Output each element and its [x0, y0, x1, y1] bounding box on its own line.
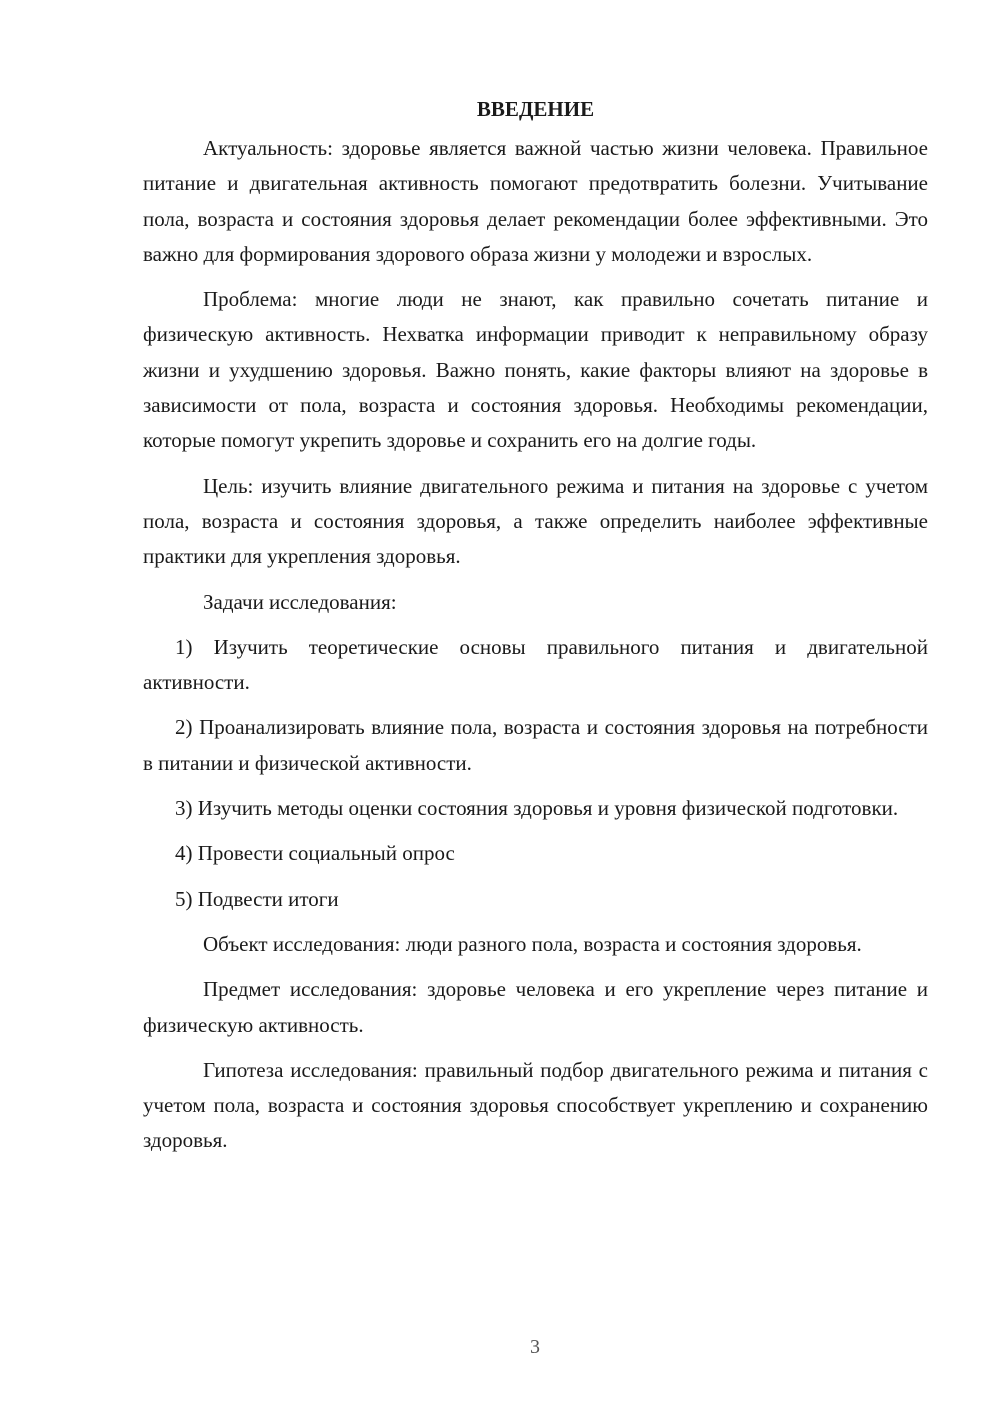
subject-paragraph: Предмет исследования: здоровье человека и его укрепление через питание и физическую активность. [143, 977, 928, 1037]
task-item-2: 2) Проанализировать влияние пола, возраста и состояния здоровья на потребности в питании и физической активности. [143, 715, 928, 775]
problem-paragraph: Проблема: многие люди не знают, как правильно сочетать питание и физическую активность. Нехватка информации приводит к неправильному образу жизни и ухудшению здоровья. Важно понять, какие факторы влияют на здоровье в зависимости от пола, возраста и состояния здоровья. Необходимы рекомендации, которые помогут укрепить здоровье и сохранить его на долгие годы. [143, 287, 928, 453]
task-item-1: 1) Изучить теоретические основы правильного питания и двигательной активности. [143, 634, 928, 695]
goal-paragraph: Цель: изучить влияние двигательного режима и питания на здоровье с учетом пола, возраста и состояния здоровья, а также определить наиболее эффективные практики для укрепления здоровья. [143, 473, 928, 569]
page-title: ВВЕДЕНИЕ [476, 97, 595, 121]
object-paragraph: Объект исследования: люди разного пола, возраста и состояния здоровья. [203, 931, 862, 956]
tasks-heading: Задачи исследования: [203, 589, 397, 614]
tasks-list [143, 630, 928, 917]
hypothesis-paragraph: Гипотеза исследования: правильный подбор двигательного режима и питания с учетом пола, возраста и состояния здоровья способствует укреплению и сохранению здоровья. [143, 1057, 928, 1153]
task-item-4: 4) Провести социальный опрос [175, 841, 455, 866]
task-item-3: 3) Изучить методы оценки состояния здоровья и уровня физической подготовки. [175, 796, 899, 821]
task-item-5: 5) Подвести итоги [175, 886, 339, 911]
relevance-paragraph: Актуальность: здоровье является важной частью жизни человека. Правильное питание и двигательная активность помогают предотвратить болезни. Учитывание пола, возраста и состояния здоровья делает рекомендации более эффективными. Это важно для формирования здорового образа жизни у молодежи и взрослых. [143, 136, 928, 266]
document-page [143, 92, 928, 1169]
page-number: 3 [530, 1336, 540, 1358]
